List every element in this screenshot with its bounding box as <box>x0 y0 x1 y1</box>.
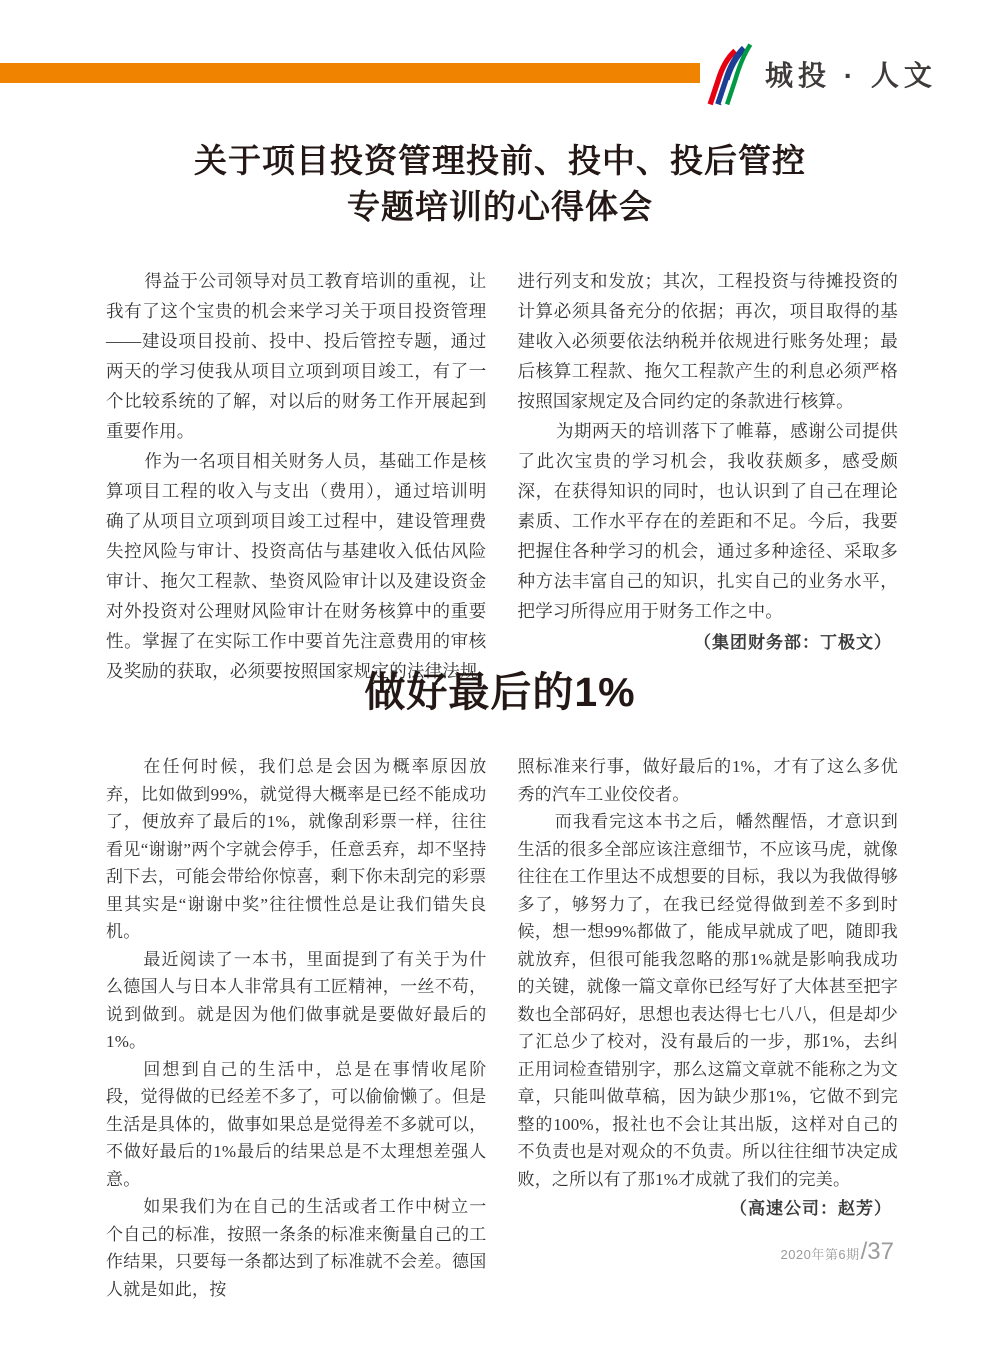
paragraph: 回想到自己的生活中，总是在事情收尾阶段，觉得做的已经差不多了，可以偷偷懒了。但是生活是具体的，做事如果总是觉得差不多就可以，不做好最后的1%最后的结果总是不太理想差强人意。 <box>106 1059 487 1189</box>
brand-title: 城投 · 人文 <box>765 60 937 91</box>
paragraph: 作为一名项目相关财务人员，基础工作是核算项目工程的收入与支出（费用），通过培训明确了从项目立项到项目竣工过程中，建设管理费失控风险与审计、投资高估与基建收入低估风险审计、拖欠工程款、垫资风险审计以及建设资金对外投资对公理财风险审计在财务核算中的重要性。掌握了在实际工作中要首先注意费用的审核及奖励的获取，必须要按照国家规定的法律法规 <box>106 451 487 681</box>
footer-page-number: /37 <box>860 1238 894 1265</box>
paragraph: 得益于公司领导对员工教育培训的重视，让我有了这个宝贵的机会来学习关于项目投资管理——建设项目投前、投中、投后管控专题，通过两天的学习使我从项目立项到项目竣工，有了一个比较系统的了解，对以后的财务工作开展起到重要作用。 <box>106 271 487 441</box>
paragraph: 照标准来行事，做好最后的1%，才有了这么多优秀的汽车工业佼佼者。 <box>517 757 898 804</box>
paragraph: 进行列支和发放；其次，工程投资与待摊投资的计算必须具备充分的依据；再次，项目取得的基建收入必须要依法纳税并依规进行账务处理；最后核算工程款、拖欠工程款产生的利息必须严格按照国家规定及合同约定的条款进行核算。 <box>517 271 898 411</box>
article1-attribution: （集团财务部：丁极文） <box>694 633 892 652</box>
article2-attribution: （高速公司：赵芳） <box>730 1199 892 1218</box>
header-accent-bar <box>0 63 700 83</box>
footer-issue-label: 2020年第6期 <box>780 1247 860 1262</box>
article2-body <box>106 753 898 1303</box>
header-brand <box>703 40 937 108</box>
article1-body <box>106 266 898 686</box>
swoosh-logo-icon <box>703 42 753 106</box>
article1-title-line1: 关于项目投资管理投前、投中、投后管控 <box>194 142 806 179</box>
paragraph: 如果我们为在自己的生活或者工作中树立一个自己的标准，按照一条条的标准来衡量自己的工作结果，只要每一条都达到了标准就不会差。德国人就是如此，按 <box>106 1197 487 1299</box>
article1-title-line2: 专题培训的心得体会 <box>347 188 653 225</box>
paragraph: 而我看完这本书之后，幡然醒悟，才意识到生活的很多全部应该注意细节，不应该马虎，就像往往在工作里达不成想要的目标，我以为我做得够多了，够努力了，在我已经觉得做到差不多到时候，想一想99%都做了，能成早就成了吧，随即我就放弃，但很可能我忽略的那1%就是影响我成功的关键，就像一篇文章你已经写好了大体甚至把字数也全部码好，思想也表达得七七八八，但是却少了汇总少了校对，没有最后的一步，那1%，去纠正用词检查错别字，那么这篇文章就不能称之为文章，只能叫做草稿，因为缺少那1%，它做不到完整的100%，报社也不会让其出版，这样对自己的不负责也是对观众的不负责。所以往往细节决定成败，之所以有了那1%才成就了我们的完美。 <box>517 812 898 1189</box>
article1-right-column <box>518 266 899 686</box>
article2-right-column <box>518 753 899 1303</box>
paragraph: 最近阅读了一本书，里面提到了有关于为什么德国人与日本人非常具有工匠精神，一丝不苟，说到做到。就是因为他们做事就是要做好最后的 1%。 <box>106 949 487 1051</box>
paragraph: 为期两天的培训落下了帷幕，感谢公司提供了此次宝贵的学习机会，我收获颇多，感受颇深，在获得知识的同时，也认识到了自己在理论素质、工作水平存在的差距和不足。今后，我要把握住各种学习的机会，通过多种途径、采取多种方法丰富自己的知识，扎实自己的业务水平，把学习所得应用于财务工作之中。 <box>517 421 898 621</box>
article1-right-paragraphs <box>518 266 899 626</box>
article2-right-paragraphs <box>518 753 899 1193</box>
paragraph: 在任何时候，我们总是会因为概率原因放弃，比如做到99%，就觉得大概率是已经不能成功了，便放弃了最后的1%，就像刮彩票一样，往往看见“谢谢”两个字就会停手，任意丢弃，却不坚持刮下去，可能会带给你惊喜，剩下你未刮完的彩票里其实是“谢谢中奖”往往惯性总是让我们错失良机。 <box>106 757 487 941</box>
article1-left-column <box>106 266 487 686</box>
page-footer <box>780 1238 894 1266</box>
article1-title <box>0 138 1000 230</box>
article2-title: 做好最后的1% <box>364 669 636 715</box>
article2-left-column <box>106 753 487 1303</box>
